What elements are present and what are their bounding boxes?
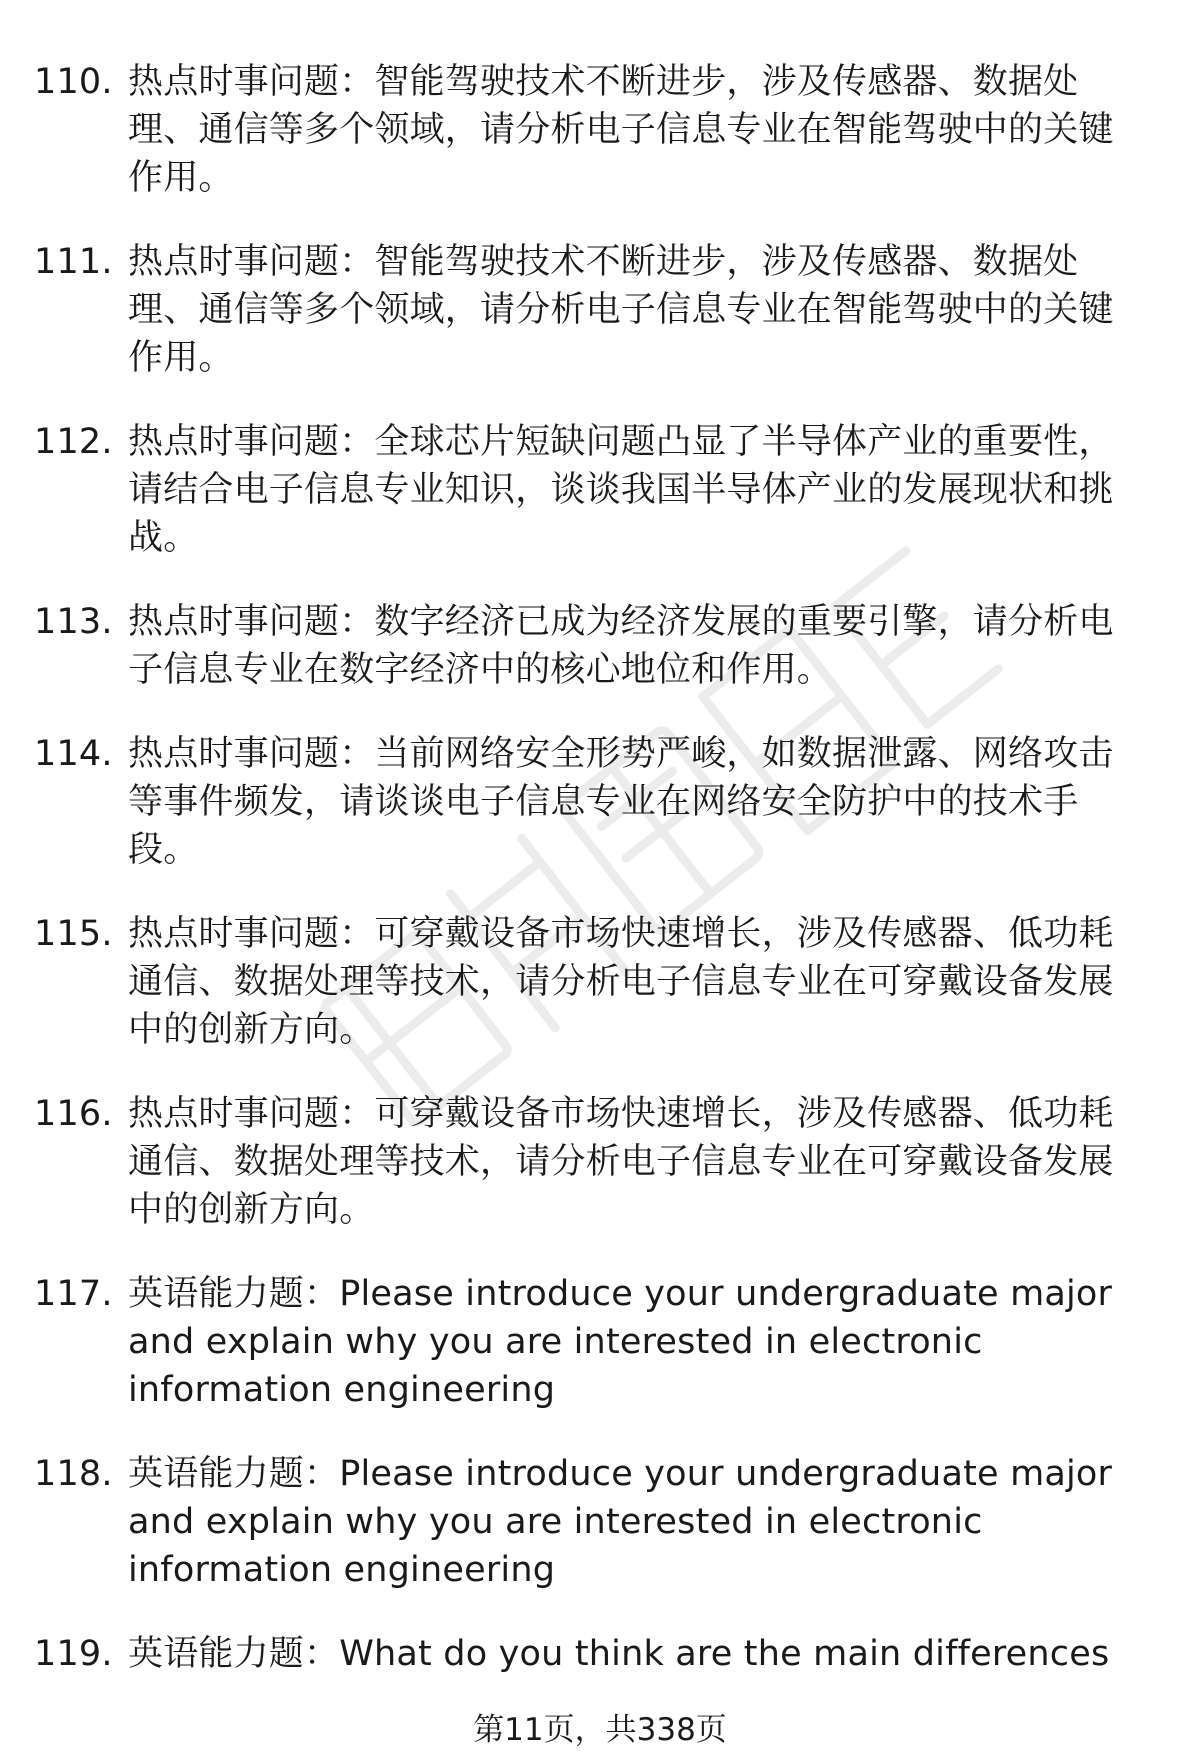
list-item: [0, 238, 1128, 382]
list-item: [0, 1090, 1128, 1234]
question-text: 热点时事问题：当前网络安全形势严峻，如数据泄露、网络攻击等事件频发，请谈谈电子信息专业在网络安全防护中的技术手段。: [128, 734, 1114, 870]
question-text: 热点时事问题：智能驾驶技术不断进步，涉及传感器、数据处理、通信等多个领域，请分析电子信息专业在智能驾驶中的关键作用。: [128, 242, 1114, 378]
question-text: 热点时事问题：数字经济已成为经济发展的重要引擎，请分析电子信息专业在数字经济中的核心地位和作用。: [128, 602, 1114, 690]
question-number: 113.: [34, 602, 113, 642]
list-item: [0, 1270, 1128, 1414]
question-list: [0, 58, 1200, 1714]
question-text: 热点时事问题：全球芯片短缺问题凸显了半导体产业的重要性，请结合电子信息专业知识，谈谈我国半导体产业的发展现状和挑战。: [128, 422, 1114, 558]
question-text: 热点时事问题：智能驾驶技术不断进步，涉及传感器、数据处理、通信等多个领域，请分析电子信息专业在智能驾驶中的关键作用。: [128, 62, 1114, 198]
page-number-label: 第11页，共338页: [473, 1712, 727, 1748]
question-number: 111.: [34, 242, 113, 282]
question-number: 117.: [34, 1274, 113, 1314]
page-footer: [0, 1710, 1200, 1750]
question-text: 英语能力题：Please introduce your undergraduate major and explain why you are interested in electronic information engineering: [128, 1274, 1113, 1410]
list-item: [0, 910, 1128, 1054]
list-item: [0, 598, 1128, 694]
question-number: 118.: [34, 1454, 113, 1494]
list-item: [0, 1630, 1128, 1678]
list-item: [0, 58, 1128, 202]
list-item: [0, 418, 1128, 562]
question-number: 115.: [34, 914, 113, 954]
question-number: 110.: [34, 62, 113, 102]
list-item: [0, 730, 1128, 874]
question-text: 英语能力题：Please introduce your undergraduate major and explain why you are interested in electronic information engineering: [128, 1454, 1113, 1590]
list-item: [0, 1450, 1128, 1594]
question-number: 119.: [34, 1634, 113, 1674]
question-text: 英语能力题：What do you think are the main differences: [128, 1634, 1110, 1674]
question-number: 114.: [34, 734, 113, 774]
question-number: 112.: [34, 422, 113, 462]
question-text: 热点时事问题：可穿戴设备市场快速增长，涉及传感器、低功耗通信、数据处理等技术，请分析电子信息专业在可穿戴设备发展中的创新方向。: [128, 914, 1114, 1050]
question-text: 热点时事问题：可穿戴设备市场快速增长，涉及传感器、低功耗通信、数据处理等技术，请分析电子信息专业在可穿戴设备发展中的创新方向。: [128, 1094, 1114, 1230]
question-number: 116.: [34, 1094, 113, 1134]
